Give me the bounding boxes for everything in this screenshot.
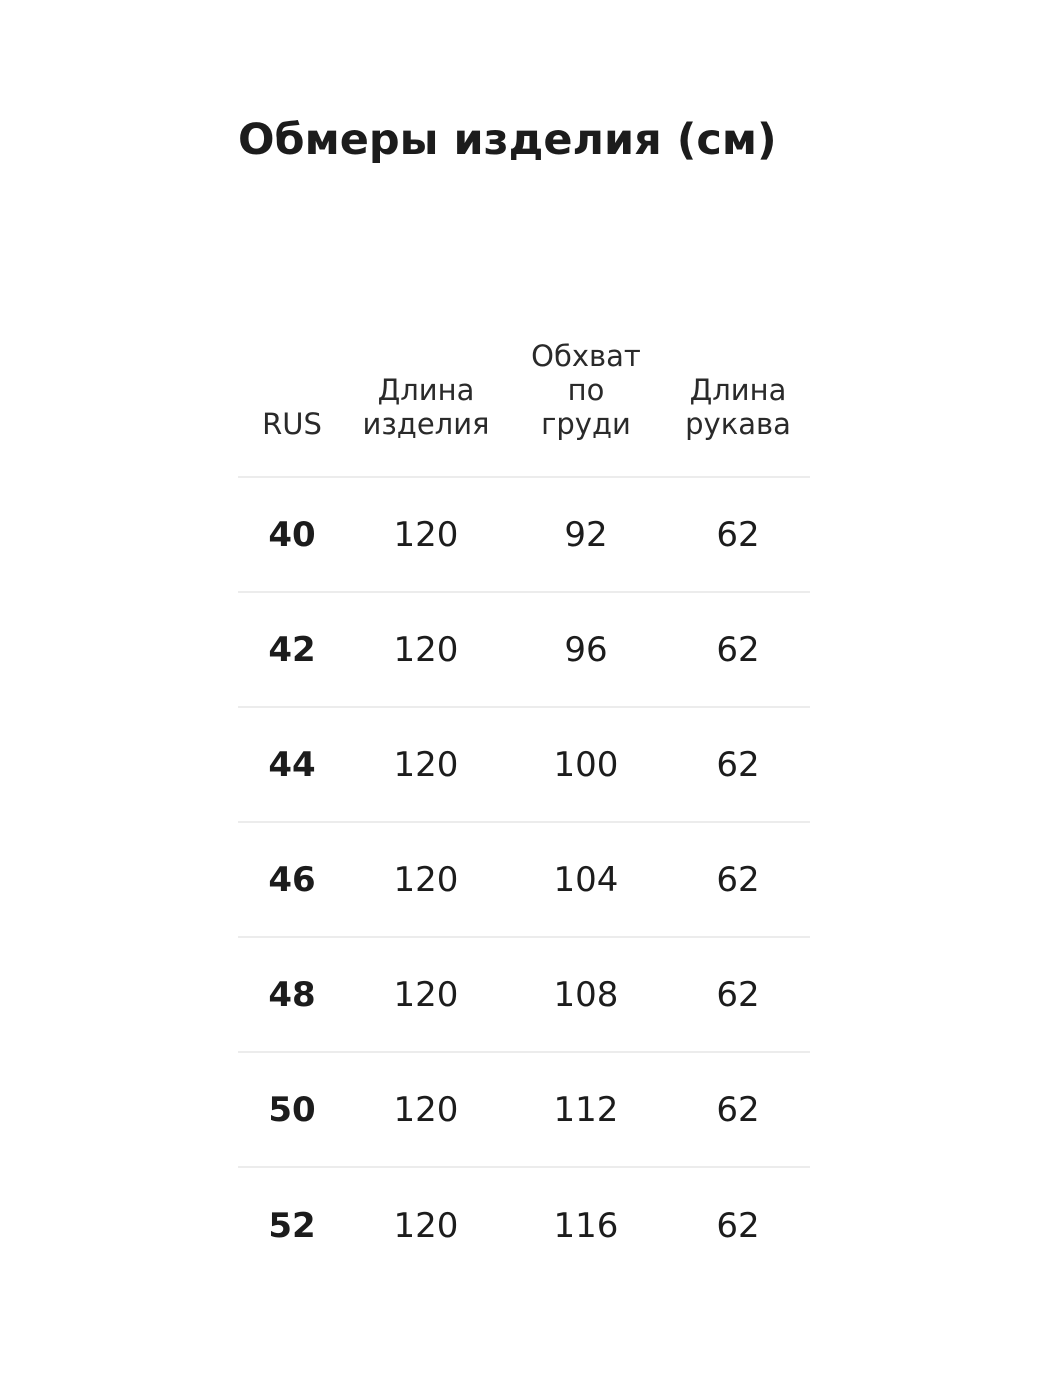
table-row [238,938,810,1053]
sleeve-cell: 62 [716,514,760,555]
size-cell: 48 [268,974,316,1015]
table-row [238,478,810,593]
length-cell: 120 [393,859,459,900]
header-line: рукава [685,407,791,441]
size-cell: 44 [268,744,316,785]
length-cell: 120 [393,974,459,1015]
size-cell: 52 [268,1205,316,1246]
header-line: изделия [362,407,490,441]
chest-cell: 104 [553,859,619,900]
length-cell: 120 [393,1089,459,1130]
sleeve-cell: 62 [716,744,760,785]
header-line: Длина [377,373,475,407]
sleeve-cell: 62 [716,859,760,900]
length-cell: 120 [393,514,459,555]
table-row [238,823,810,938]
length-cell: 120 [393,629,459,670]
sleeve-cell: 62 [716,1089,760,1130]
chest-cell: 108 [553,974,619,1015]
header-size-rus [238,407,346,441]
length-cell: 120 [393,1205,459,1246]
header-line: по [567,373,605,407]
table-row [238,593,810,708]
size-table [238,330,810,1283]
size-cell: 42 [268,629,316,670]
header-line: Длина [689,373,787,407]
header-line: груди [541,407,631,441]
header-length [346,373,506,441]
table-row [238,1168,810,1283]
size-cell: 46 [268,859,316,900]
chest-cell: 116 [553,1205,619,1246]
page-title: Обмеры изделия (см) [238,115,777,165]
header-chest-girth [506,339,666,441]
sleeve-cell: 62 [716,974,760,1015]
header-line: RUS [262,407,322,441]
chest-cell: 96 [564,629,608,670]
sleeve-cell: 62 [716,1205,760,1246]
chest-cell: 112 [553,1089,619,1130]
length-cell: 120 [393,744,459,785]
table-header-row [238,330,810,478]
header-line: Обхват [531,339,641,373]
sleeve-cell: 62 [716,629,760,670]
chest-cell: 100 [553,744,619,785]
table-row [238,708,810,823]
header-sleeve-length [666,373,810,441]
size-cell: 40 [268,514,316,555]
size-cell: 50 [268,1089,316,1130]
chest-cell: 92 [564,514,608,555]
table-row [238,1053,810,1168]
